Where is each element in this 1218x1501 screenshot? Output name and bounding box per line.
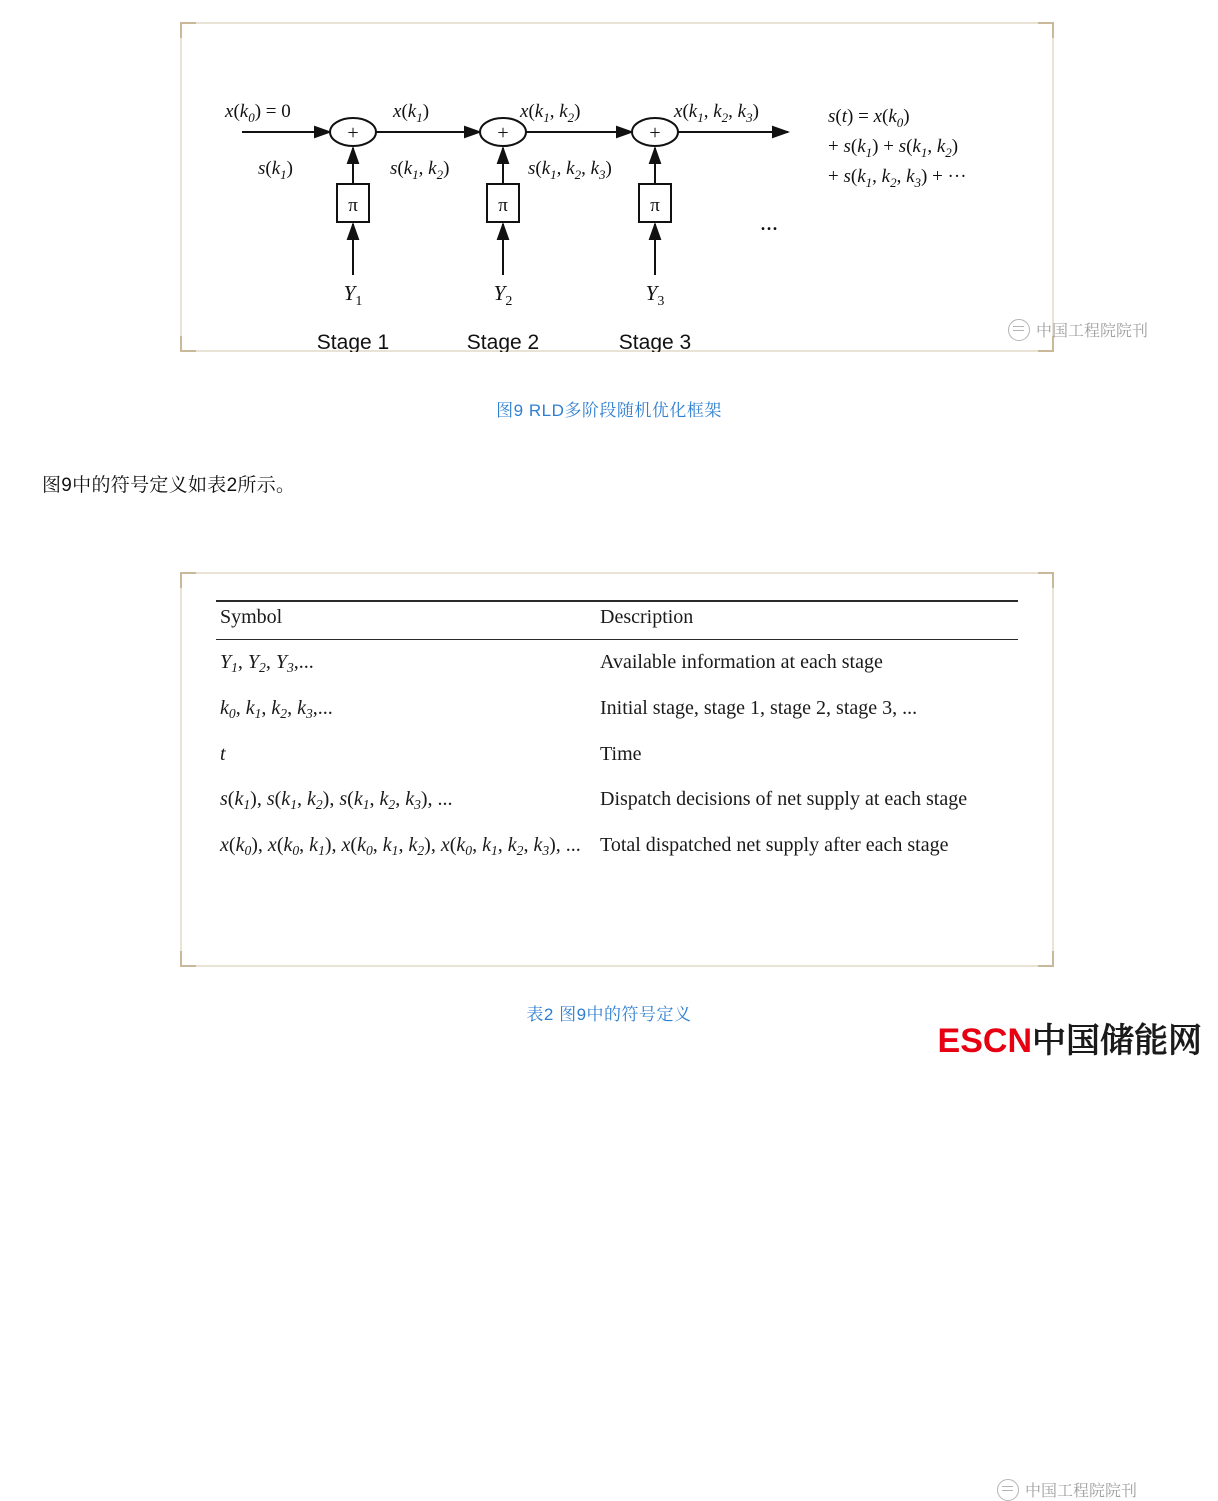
- table-frame-edge-left: [180, 588, 182, 951]
- symbol-definition-table: [216, 600, 1018, 865]
- cell-symbol: $s(k_1)$, $s(k_1$, $k_2$), $s(k_1$, $k_2$, $k_3$), ...: [220, 788, 453, 813]
- table-row: [216, 686, 1018, 732]
- watermark-logo-icon: [1008, 319, 1030, 341]
- adder-symbol-3: +: [649, 122, 661, 144]
- input-label-y1: $Y_1$: [343, 281, 363, 309]
- diagram-ellipsis: ...: [760, 210, 778, 236]
- table-watermark: [997, 1478, 1137, 1501]
- pi-block-3: π: [650, 195, 660, 216]
- table-header-row: [216, 601, 1018, 640]
- figure-caption: 图9 RLD多阶段随机优化框架: [496, 401, 722, 420]
- cell-description: Available information at each stage: [600, 651, 883, 673]
- table-row: [216, 823, 1018, 864]
- label-s-k1: $s(k_1)$: [258, 158, 293, 182]
- watermark-text: 中国工程院院刊: [1025, 1483, 1138, 1500]
- escn-logo-chinese: 中国储能网: [1032, 1022, 1202, 1060]
- label-x-k1: $x(k_1)$: [393, 101, 430, 125]
- equation-line-3: + $s(k_1$, $k_2$, $k_3$) + ···: [828, 166, 967, 190]
- column-header-description: Description: [596, 601, 1018, 640]
- cell-description: Time: [600, 743, 642, 766]
- cell-description: Initial stage, stage 1, stage 2, stage 3, ...: [600, 697, 918, 720]
- cell-symbol: $x(k_0)$, $x(k_0$, $k_1$), $x(k_0$, $k_1$, $k_2$), $x(k_0$, $k_1$, $k_2$, $k_3$), ...: [220, 834, 581, 859]
- table-row: [216, 777, 1018, 823]
- table-caption: 表2 图9中的符号定义: [526, 1005, 692, 1024]
- figure-watermark: [1008, 318, 1148, 341]
- cell-symbol: $Y_1$, $Y_2$, $Y_3$,...: [220, 651, 314, 675]
- body-paragraph: 图9中的符号定义如表2所示。: [42, 475, 296, 496]
- label-x-k1-k2-k3: $x(k_1$, $k_2$, $k_3$): [674, 101, 759, 125]
- table-row: [216, 732, 1018, 777]
- input-label-y3: $Y_3$: [645, 281, 665, 309]
- table-frame-corner-top-left: [180, 572, 198, 590]
- table-frame-corner-bottom-right: [1036, 949, 1054, 967]
- stage-label-3: Stage 3: [618, 331, 692, 352]
- table-row: [216, 640, 1018, 687]
- pi-block-2: π: [498, 195, 508, 216]
- label-s-k1-k2-k3: $s(k_1$, $k_2$, $k_3$): [528, 158, 612, 182]
- adder-symbol-1: +: [347, 122, 359, 144]
- table-frame-edge-bottom: [196, 965, 1038, 967]
- cell-symbol: $k_0$, $k_1$, $k_2$, $k_3$,...: [220, 697, 333, 721]
- label-x-k0: $x(k_0) = 0$: [225, 101, 291, 125]
- label-x-k1-k2: $x(k_1$, $k_2$): [520, 101, 581, 125]
- escn-logo: [938, 1013, 1202, 1062]
- cell-symbol: t: [220, 743, 226, 766]
- equation-line-2: + $s(k_1) + s(k_1$, $k_2$): [828, 136, 959, 160]
- label-s-k1-k2: $s(k_1$, $k_2$): [390, 158, 450, 182]
- column-header-symbol: Symbol: [216, 601, 596, 640]
- table-frame-edge-right: [1052, 588, 1054, 951]
- watermark-text: 中国工程院院刊: [1036, 323, 1149, 340]
- figure-panel: [180, 22, 1149, 352]
- table-frame-edge-top: [196, 572, 1038, 574]
- equation-line-1: $s(t) = x(k_0)$: [828, 106, 910, 130]
- cell-description: Total dispatched net supply after each stage: [600, 834, 949, 857]
- stage-label-2: Stage 2: [466, 331, 540, 352]
- input-label-y2: $Y_2$: [493, 281, 513, 309]
- rld-multistage-diagram: [180, 22, 1054, 352]
- watermark-logo-icon: [997, 1479, 1019, 1501]
- pi-block-1: π: [348, 195, 358, 216]
- adder-symbol-2: +: [497, 122, 509, 144]
- cell-description: Dispatch decisions of net supply at each stage: [600, 788, 968, 811]
- stage-label-1: Stage 1: [316, 331, 390, 352]
- escn-logo-latin: ESCN: [937, 1022, 1032, 1060]
